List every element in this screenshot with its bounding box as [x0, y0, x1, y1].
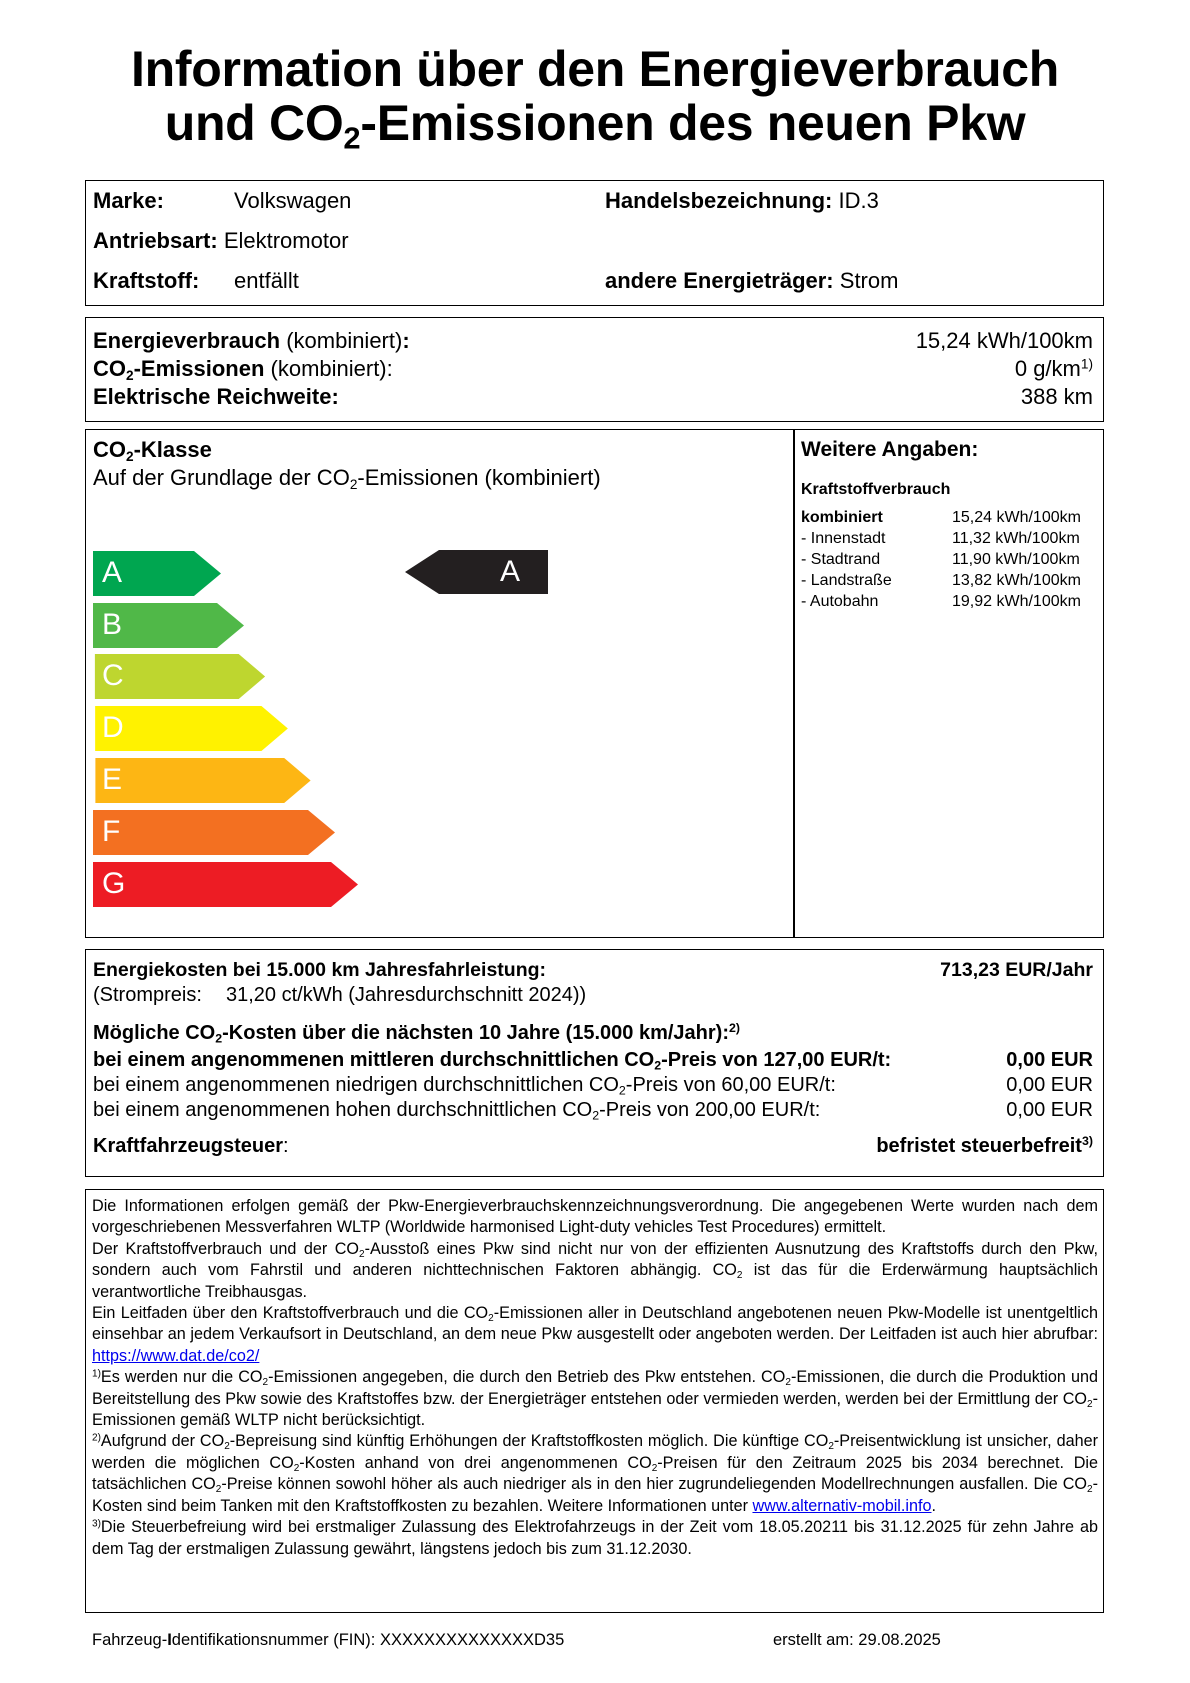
column-divider — [793, 430, 795, 937]
co2-class-subtitle: Auf der Grundlage der $CO_2$-Emissionen (kombiniert) — [93, 465, 601, 492]
footnote-intro: Die Informationen erfolgen gemäß der Pkw-Energieverbrauchskennzeichnungsverordnung. Die angegebenen Werte wurden nach dem vorgeschriebenen Messverfahren WLTP (Worldwide harmonised Light-duty vehicles Test Procedures) ermittelt. — [92, 1197, 1098, 1237]
class-label-b: B — [102, 608, 123, 641]
energy-cost-label: Energiekosten bei 15.000 km Jahresfahrleistung: — [93, 959, 547, 981]
footnote-guide: Ein Leitfaden über den Kraftstoffverbrauch und die $CO_2$-Emissionen aller in Deutschland angebotenen neuen Pkw-Modelle ist unentgeltlich einsehbar an jedem Verkaufsort in Deutschland, an dem neue Pkw ausgestellt oder angeboten werden. Der Leitfaden ist auch hier abrufbar: https://www.dat.de/co2/ — [92, 1304, 1098, 1365]
energy-cost-value: 713,23 EUR/Jahr — [940, 959, 1093, 981]
vehicle-info-box — [85, 180, 1104, 306]
weitere-angaben-panel — [801, 430, 1096, 937]
antriebsart: Antriebsart: Elektromotor — [93, 228, 349, 253]
alternativ-mobil-link[interactable]: www.alternativ-mobil.info — [752, 1496, 932, 1515]
co2-emissions-label: $CO_2$-Emissionen (kombiniert): — [93, 356, 393, 383]
footnote-consumption: Der Kraftstoffverbrauch und der $CO_2$-Ausstoß eines Pkw sind nicht nur von der effizienten Ausnutzung des Kraftstoffs durch den Pkw, sondern auch vom Fahrstil und anderen nichttechnischen Faktoren abhängig. $CO_2$ ist das für die Erderwärmung hauptsächlich verantwortliche Treibhausgas. — [92, 1239, 1098, 1301]
class-label-f: F — [102, 815, 121, 848]
marke-value: Volkswagen — [234, 188, 352, 213]
strompreis-label: (Strompreis: — [93, 984, 202, 1006]
co2-scenario-mid-value: 0,00 EUR — [1006, 1049, 1093, 1071]
wa-label-stadtrand: - Stadtrand — [801, 551, 881, 568]
energietraeger: andere Energieträger: Strom — [605, 268, 899, 293]
energy-consumption-label: Energieverbrauch (kombiniert): — [93, 328, 410, 353]
co2-emissions-value: 0 $g/km^{1)}$ — [1014, 356, 1093, 381]
co2-scenario-high-value: 0,00 EUR — [1006, 1099, 1093, 1121]
rating-marker-label: A — [500, 555, 521, 588]
dat-link[interactable]: https://www.dat.de/co2/ — [92, 1346, 260, 1365]
title-line-2: und $CO_2$-Emissionen des neuen Pkw — [164, 95, 1026, 156]
co2-class-heading: $CO_2$-Klasse — [93, 437, 212, 464]
wa-value-stadtrand: 11,90 kWh/100km — [952, 551, 1080, 568]
class-label-d: D — [102, 711, 124, 744]
class-label-a: A — [102, 556, 123, 589]
wa-value-kombiniert: 15,24 kWh/100km — [952, 509, 1081, 526]
strompreis-value: 31,20 ct/kWh (Jahresdurchschnitt 2024)) — [226, 984, 587, 1006]
kraftstoff-label: Kraftstoff: — [93, 268, 200, 293]
co2-scenario-high-label: bei einem angenommenen hohen durchschnittlichen $CO_2$-Preis von 200,00 EUR/t: — [93, 1099, 821, 1123]
footnote-3: $^{3)}$Die Steuerbefreiung wird bei erstmaliger Zulassung des Elektrofahrzeugs in der Zeit vom 18.05.20211 bis 31.12.2025 für zehn Jahre ab dem Tag der erstmaligen Zulassung gewährt, längstens jedoch bis zum 31.12.2030. — [92, 1518, 1098, 1558]
wa-label-autobahn: - Autobahn — [801, 593, 879, 610]
marke-label: Marke: — [93, 188, 164, 213]
footnote-2: $^{2)}$Aufgrund der $CO_2$-Bepreisung sind künftig Erhöhungen der Kraftstoffkosten möglich. Die künftige $CO_2$-Preisentwicklung ist unsicher, daher werden die möglichen $CO_2$-Kosten anhand von drei angenommenen $CO_2$-Preisen für den Zeitraum 2025 bis 2034 berechnet. Die tatsächlichen $CO_2$-Preise können sowohl höher als auch niedriger als in den hier zugrundeliegenden Modellrechnungen ausfallen. Die $CO_2$-Kosten sind beim Tanken mit den Kraftstoffkosten zu bezahlen. Weitere Informationen unter www.alternativ-mobil.info. — [92, 1432, 1098, 1515]
page-title — [0, 41, 1190, 156]
kraftstoffverbrauch-heading: Kraftstoffverbrauch — [801, 481, 951, 498]
handelsbezeichnung: Handelsbezeichnung: ID.3 — [605, 188, 879, 213]
vehicle-tax-value: befristet steuerbefreit$^{3)}$ — [876, 1134, 1093, 1157]
rating-marker-arrow — [405, 550, 548, 594]
class-label-c: C — [102, 659, 124, 692]
wa-label-kombiniert: kombiniert — [801, 509, 883, 526]
wa-label-innenstadt: - Innenstadt — [801, 530, 886, 547]
electric-range-value: 388 km — [1020, 384, 1093, 409]
created-date: erstellt am: 29.08.2025 — [773, 1631, 941, 1649]
co2-scenario-mid-label: bei einem angenommenen mittleren durchschnittlichen $CO_2$-Preis von 127,00 EUR/t: — [93, 1049, 892, 1073]
co2-scenario-low-value: 0,00 EUR — [1006, 1074, 1093, 1096]
weitere-angaben-heading: Weitere Angaben: — [801, 438, 979, 461]
co2-scenario-low-label: bei einem angenommenen niedrigen durchschnittlichen $CO_2$-Preis von 60,00 EUR/t: — [93, 1074, 836, 1098]
electric-range-label: Elektrische Reichweite: — [93, 384, 339, 409]
costs-box — [85, 949, 1104, 1177]
energy-consumption-value: 15,24 kWh/100km — [915, 328, 1093, 353]
vehicle-tax-label: Kraftfahrzeugsteuer: — [93, 1135, 289, 1157]
fin-number: Fahrzeug-Identifikationsnummer (FIN): XXXXXXXXXXXXXXD35 — [92, 1631, 565, 1649]
footnote-1: $^{1)}$Es werden nur die $CO_2$-Emissionen angegeben, die durch den Betrieb des Pkw entstehen. $CO_2$-Emissionen, die durch die Produktion und Bereitstellung des Pkw sowie des Kraftstoffes bzw. der Energieträger entstehen oder vermieden werden, werden bei der Ermittlung der $CO_2$-Emissionen gemäß WLTP nicht berücksichtigt. — [92, 1368, 1098, 1430]
wa-value-innenstadt: 11,32 kWh/100km — [952, 530, 1080, 547]
wa-value-landstrasse: 13,82 kWh/100km — [952, 572, 1081, 589]
kraftstoff-value: entfällt — [234, 268, 299, 293]
title-line-1: Information über den Energieverbrauch — [131, 41, 1059, 97]
consumption-summary-box — [85, 317, 1104, 422]
class-label-g: G — [102, 867, 126, 900]
wa-label-landstrasse: - Landstraße — [801, 572, 892, 589]
co2-costs-heading: Mögliche $CO_2$-Kosten über die nächsten 10 Jahre (15.000 km/Jahr):$^{2)}$ — [93, 1021, 741, 1046]
wa-value-autobahn: 19,92 kWh/100km — [952, 593, 1081, 610]
footnotes-text — [92, 1196, 1098, 1560]
class-label-e: E — [102, 763, 123, 796]
